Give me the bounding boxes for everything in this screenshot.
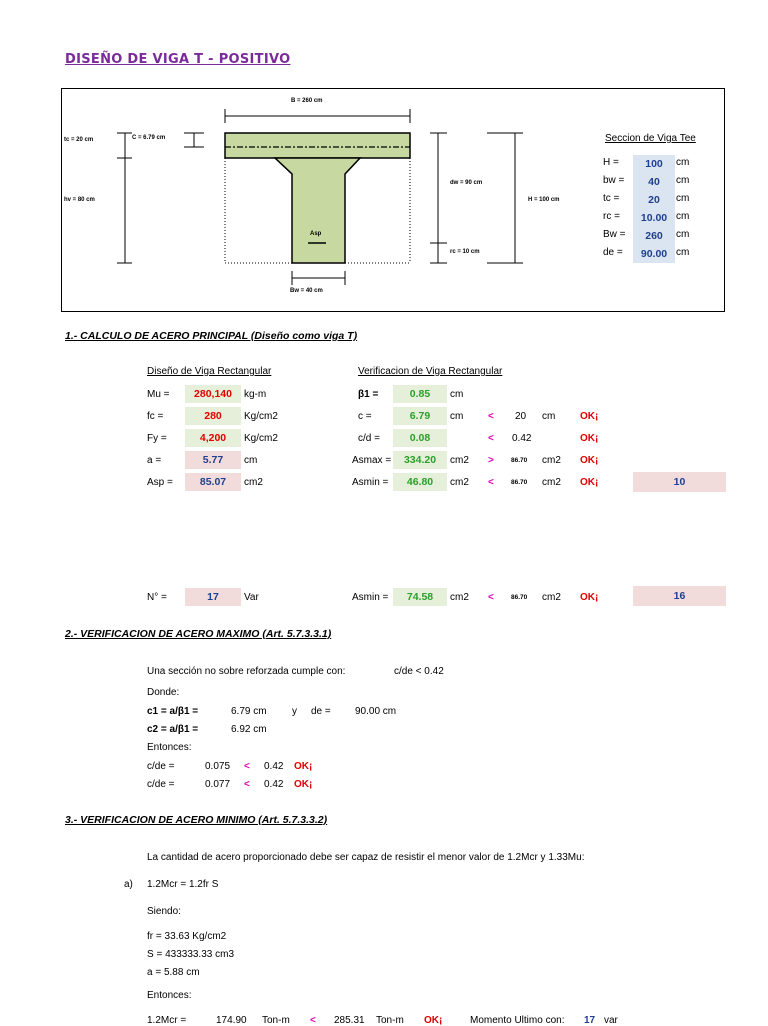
b-dimension-label: B = 260 cm [291, 98, 323, 104]
row-label: de = [603, 247, 623, 258]
row-label: rc = [603, 211, 620, 222]
c1-value: 6.79 cm [231, 706, 267, 717]
a-unit: cm [244, 455, 258, 466]
cd-label: c/d = [358, 433, 380, 444]
row-value: 20 [633, 191, 675, 209]
ratio1-ok-status: OK¡ [294, 761, 313, 772]
mcr-label: 1.2Mcr = [147, 1015, 187, 1026]
mcr-unit: Ton-m [262, 1015, 290, 1026]
asp-label: Asp [310, 231, 322, 237]
n-value: 17 [185, 588, 241, 606]
mcr-operator: < [310, 1015, 316, 1026]
sec3-formula: 1.2Mcr = 1.2fr S [147, 879, 219, 890]
ratio1-label: c/de = [147, 761, 175, 772]
asmin-extra-value: 10 [633, 472, 726, 492]
row-value: 100 [633, 155, 675, 173]
ratio2-ok-status: OK¡ [294, 779, 313, 790]
s-line: S = 433333.33 cm3 [147, 949, 235, 960]
sec2-entonces: Entonces: [147, 742, 192, 753]
row-unit: cm [676, 175, 690, 186]
asmin2-compare-unit: cm2 [542, 592, 561, 603]
asp-value: 85.07 [185, 473, 241, 491]
h-dimension-label: H = 100 cm [528, 197, 560, 203]
c-unit: cm [450, 411, 464, 422]
asmin2-compare: 86.70 [511, 594, 528, 601]
row-value: 10.00 [633, 209, 675, 227]
n-unit: Var [244, 592, 259, 603]
right-table-title: Verificacion de Viga Rectangular [358, 366, 503, 377]
fc-value: 280 [185, 407, 241, 425]
ratio1-value: 0.075 [205, 761, 231, 772]
momento-var-count: 17 [584, 1015, 596, 1026]
web-shape [275, 158, 360, 263]
asmin-value: 46.80 [393, 473, 447, 491]
asmax-label: Asmax = [352, 455, 392, 466]
row-label: Bw = [603, 229, 626, 240]
de-label: de = [311, 706, 331, 717]
c-value: 6.79 [393, 407, 447, 425]
row-label: tc = [603, 193, 620, 204]
ratio1-compare: 0.42 [264, 761, 284, 772]
asmin-operator: < [488, 477, 494, 488]
n-label: N° = [147, 592, 167, 603]
beta1-label: β1 = [358, 389, 379, 400]
page-title: DISEÑO DE VIGA T - POSITIVO [65, 52, 291, 67]
asmin2-extra-value: 16 [633, 586, 726, 606]
ratio1-operator: < [244, 761, 250, 772]
row-value: 40 [633, 173, 675, 191]
c-label: c = [358, 411, 372, 422]
hv-dimension-label: hv = 80 cm [64, 197, 95, 203]
c-compare: 20 [515, 411, 527, 422]
mu-label: Mu = [147, 389, 170, 400]
momento-var-unit: var [604, 1015, 618, 1026]
asmin-unit: cm2 [450, 477, 469, 488]
a-line: a = 5.88 cm [147, 967, 200, 978]
cd-operator: < [488, 433, 494, 444]
asmax-value: 334.20 [393, 451, 447, 469]
row-unit: cm [676, 157, 690, 168]
mu-unit: kg-m [244, 389, 267, 400]
row-unit: cm [676, 211, 690, 222]
mu-value: 280,140 [185, 385, 241, 403]
a-label: a = [147, 455, 162, 466]
ratio2-operator: < [244, 779, 250, 790]
asmax-compare: 86.70 [511, 457, 528, 464]
asmax-operator: > [488, 455, 494, 466]
fr-line: fr = 33.63 Kg/cm2 [147, 931, 227, 942]
sec3-item-a: a) [124, 879, 133, 890]
asmin2-operator: < [488, 592, 494, 603]
asmax-unit: cm2 [450, 455, 469, 466]
cd-ok-status: OK¡ [580, 433, 599, 444]
asp-unit: cm2 [244, 477, 263, 488]
asmax-compare-unit: cm2 [542, 455, 561, 466]
fy-unit: Kg/cm2 [244, 433, 278, 444]
asmin2-value: 74.58 [393, 588, 447, 606]
diagram-frame [61, 88, 725, 312]
row-value: 260 [633, 227, 675, 245]
asmin2-ok-status: OK¡ [580, 592, 599, 603]
row-unit: cm [676, 193, 690, 204]
left-table-title: Diseño de Viga Rectangular [147, 366, 272, 377]
sec2-line1: Una sección no sobre reforzada cumple con: [147, 666, 346, 677]
t-beam-diagram [62, 89, 726, 313]
c-operator: < [488, 411, 494, 422]
sec3-entonces: Entonces: [147, 990, 192, 1001]
asmin2-unit: cm2 [450, 592, 469, 603]
c-ok-status: OK¡ [580, 411, 599, 422]
asmin-label: Asmin = [352, 477, 389, 488]
row-label: H = [603, 157, 619, 168]
c-compare-unit: cm [542, 411, 556, 422]
asmin-ok-status: OK¡ [580, 477, 599, 488]
cd-compare: 0.42 [512, 433, 532, 444]
asp-row-label: Asp = [147, 477, 173, 488]
ratio2-label: c/de = [147, 779, 175, 790]
sec2-donde: Donde: [147, 687, 180, 698]
fc-label: fc = [147, 411, 164, 422]
ratio2-compare: 0.42 [264, 779, 284, 790]
row-unit: cm [676, 247, 690, 258]
section-2-heading: 2.- VERIFICACION DE ACERO MAXIMO (Art. 5.7.3.3.1) [65, 628, 332, 640]
fy-label: Fy = [147, 433, 167, 444]
row-unit: cm [676, 229, 690, 240]
c1-label: c1 = a/β1 = [147, 706, 199, 717]
beta1-unit: cm [450, 389, 464, 400]
c2-label: c2 = a/β1 = [147, 724, 199, 735]
flange-shape [225, 133, 410, 158]
asmin-compare-unit: cm2 [542, 477, 561, 488]
beta1-value: 0.85 [393, 385, 447, 403]
c-dimension-label: C = 6.79 cm [132, 135, 166, 141]
de-value: 90.00 cm [355, 706, 397, 717]
row-label: bw = [603, 175, 625, 186]
asmin-compare: 86.70 [511, 479, 528, 486]
mcr-compare: 285.31 [334, 1015, 365, 1026]
c2-value: 6.92 cm [231, 724, 267, 735]
y-text: y [292, 706, 297, 717]
mcr-ok-status: OK¡ [424, 1015, 443, 1026]
sec3-siendo: Siendo: [147, 906, 181, 917]
row-value: 90.00 [633, 245, 675, 263]
asmax-ok-status: OK¡ [580, 455, 599, 466]
mcr-value: 174.90 [216, 1015, 247, 1026]
sec2-line1-condition: c/de < 0.42 [394, 666, 444, 677]
tc-dimension-label: tc = 20 cm [64, 137, 94, 143]
asmin2-label: Asmin = [352, 592, 389, 603]
momento-text: Momento Ultimo con: [470, 1015, 565, 1026]
a-value: 5.77 [185, 451, 241, 469]
bw-dimension-label: Bw = 40 cm [290, 288, 323, 294]
dw-dimension-label: dw = 90 cm [450, 180, 483, 186]
cd-value: 0.08 [393, 429, 447, 447]
rc-dimension-label: rc = 10 cm [450, 249, 480, 255]
section-3-heading: 3.- VERIFICACION DE ACERO MINIMO (Art. 5.7.3.3.2) [65, 814, 328, 826]
section-table-title: Seccion de Viga Tee [605, 133, 696, 144]
sec3-intro: La cantidad de acero proporcionado debe ser capaz de resistir el menor valor de 1.2Mcr y 1.33Mu: [147, 852, 585, 863]
ratio2-value: 0.077 [205, 779, 231, 790]
section-1-heading: 1.- CALCULO DE ACERO PRINCIPAL (Diseño como viga T) [65, 330, 358, 342]
fy-value: 4,200 [185, 429, 241, 447]
mcr-compare-unit: Ton-m [376, 1015, 404, 1026]
fc-unit: Kg/cm2 [244, 411, 278, 422]
